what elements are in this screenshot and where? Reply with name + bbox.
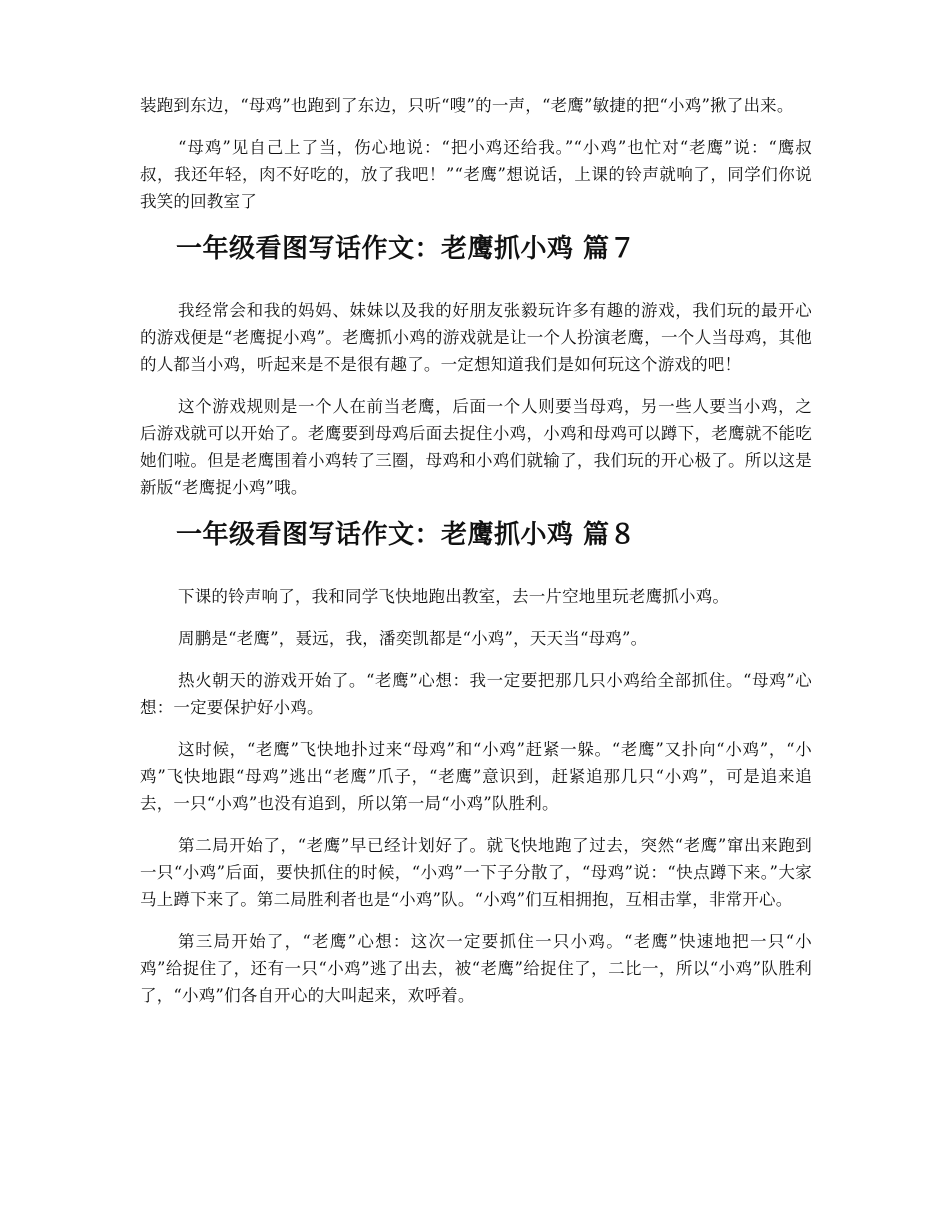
section-8-paragraph-5: 第二局开始了，“老鹰”早已经计划好了。就飞快地跑了过去，突然“老鹰”窜出来跑到一只“小鸡”后面，要快抓住的时候，“小鸡”一下子分散了，“母鸡”说：“快点蹲下来。”大家马上蹲下来了。第二局胜利者也是“小鸡”队。“小鸡”们互相拥抱，互相击掌，非常开心。: [140, 836, 812, 909]
section-8-paragraph-2: 周鹏是“老鹰”，聂远，我，潘奕凯都是“小鸡”，天天当“母鸡”。: [178, 629, 648, 648]
section-8-paragraph-6: 第三局开始了，“老鹰”心想：这次一定要抓住一只小鸡。“老鹰”快速地把一只“小鸡”给捉住了，还有一只“小鸡”逃了出去，被“老鹰”给捉住了，二比一，所以“小鸡”队胜利了，“小鸡”们各自开心的大叫起来，欢呼着。: [140, 932, 812, 1005]
section-7-paragraph-1: 我经常会和我的妈妈、妹妹以及我的好朋友张毅玩许多有趣的游戏，我们玩的最开心的游戏便是“老鹰捉小鸡”。老鹰抓小鸡的游戏就是让一个人扮演老鹰，一个人当母鸡，其他的人都当小鸡，听起来是不是很有趣了。一定想知道我们是如何玩这个游戏的吧！: [140, 301, 812, 374]
section-8-paragraph-1: 下课的铃声响了，我和同学飞快地跑出教室，去一片空地里玩老鹰抓小鸡。: [178, 587, 730, 606]
section-8-paragraph-4: 这时候，“老鹰”飞快地扑过来“母鸡”和“小鸡”赶紧一躲。“老鹰”又扑向“小鸡”，“小鸡”飞快地跟“母鸡”逃出“老鹰”爪子，“老鹰”意识到，赶紧追那几只“小鸡”，可是追来追去，一只“小鸡”也没有追到，所以第一局“小鸡”队胜利。: [140, 740, 812, 813]
section-7-heading: 一年级看图写话作文：老鹰抓小鸡 篇７: [176, 234, 637, 264]
section-7-paragraph-2: 这个游戏规则是一个人在前当老鹰，后面一个人则要当母鸡，另一些人要当小鸡，之后游戏就可以开始了。老鹰要到母鸡后面去捉住小鸡，小鸡和母鸡可以蹲下，老鹰就不能吃她们啦。但是老鹰围着小鸡转了三圈，母鸡和小鸡们就输了，我们玩的开心极了。所以这是新版“老鹰捉小鸡”哦。: [140, 397, 812, 497]
section-8-heading: 一年级看图写话作文：老鹰抓小鸡 篇８: [176, 520, 637, 550]
intro-paragraph-1: 装跑到东边，“母鸡”也跑到了东边，只听“嗖”的一声，“老鹰”敏捷的把“小鸡”揪了出来。: [140, 96, 794, 115]
intro-paragraph-2: “母鸡”见自己上了当，伤心地说：“把小鸡还给我。”“小鸡”也忙对“老鹰”说：“鹰叔叔，我还年轻，肉不好吃的，放了我吧！”“老鹰”想说话，上课的铃声就响了，同学们你说我笑的回教室了: [140, 138, 812, 211]
section-8-paragraph-3: 热火朝天的游戏开始了。“老鹰”心想：我一定要把那几只小鸡给全部抓住。“母鸡”心想：一定要保护好小鸡。: [140, 671, 812, 717]
document-page: [140, 92, 812, 1024]
